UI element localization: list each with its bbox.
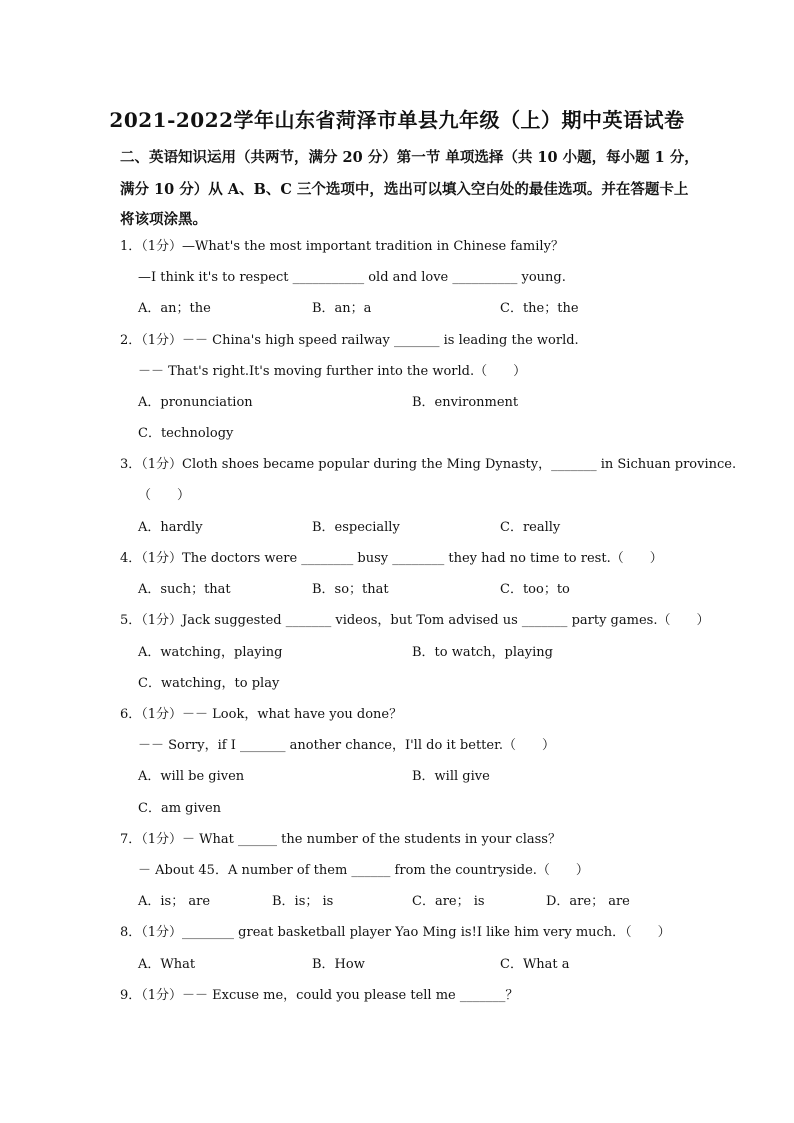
question-9-stem: 9．（1分）－－ Excuse me，could you please tell me _______？: [120, 988, 519, 1003]
question-8-option-c[interactable]: C．What a: [500, 957, 570, 972]
question-8-option-a[interactable]: A．What: [138, 957, 196, 972]
question-1-option-b[interactable]: B．an；a: [312, 301, 372, 316]
question-7-option-a[interactable]: A．is； are: [138, 894, 211, 909]
question-5-option-a[interactable]: A．watching，playing: [138, 645, 283, 660]
question-1-option-a[interactable]: A．an；the: [138, 301, 211, 316]
question-7-option-b[interactable]: B．is； is: [272, 894, 334, 909]
question-4-option-a[interactable]: A．such；that: [138, 582, 231, 597]
question-2-line-1: －－ That's right.It's moving further into the world.（ ）: [138, 364, 527, 379]
section-header-line-2: 满分 10 分）从 A、B、C 三个选项中，选出可以填入空白处的最佳选项。并在答题卡上: [120, 181, 689, 198]
question-3-stem: 3．（1分）Cloth shoes became popular during the Ming Dynasty，_______ in Sichuan province.: [120, 457, 737, 472]
exam-title: 2021-2022学年山东省菏泽市单县九年级（上）期中英语试卷: [109, 108, 685, 132]
question-1-line-1: —I think it's to respect ___________ old and love __________ young.: [138, 270, 566, 285]
question-5-stem: 5．（1分）Jack suggested _______ videos，but Tom advised us _______ party games.（ ）: [120, 613, 710, 628]
question-3-option-b[interactable]: B．especially: [312, 520, 400, 535]
question-8-option-b[interactable]: B．How: [312, 957, 365, 972]
question-6-line-1: －－ Sorry，if I _______ another chance，I'll do it better.（ ）: [138, 738, 556, 753]
question-7-option-c[interactable]: C．are； is: [412, 894, 485, 909]
question-4-option-b[interactable]: B．so；that: [312, 582, 389, 597]
question-2-option-c[interactable]: C．technology: [138, 426, 234, 441]
question-1-option-c[interactable]: C．the；the: [500, 301, 579, 316]
question-1-stem: 1．（1分）—What's the most important tradition in Chinese family？: [120, 239, 564, 254]
question-3-line-1: （ ）: [138, 488, 191, 503]
question-7-option-d[interactable]: D．are； are: [546, 894, 630, 909]
question-6-option-c[interactable]: C．am given: [138, 801, 222, 816]
question-2-option-a[interactable]: A．pronunciation: [138, 395, 253, 410]
question-8-stem: 8．（1分）________ great basketball player Yao Ming is!I like him very much．（ ）: [120, 925, 671, 940]
section-header-line-1: 二、英语知识运用（共两节，满分 20 分）第一节 单项选择（共 10 小题，每小题 1 分，: [120, 149, 699, 166]
question-2-stem: 2．（1分）－－ China's high speed railway _______ is leading the world.: [120, 333, 579, 348]
question-7-stem: 7．（1分）－ What ______ the number of the students in your class？: [120, 832, 561, 847]
question-4-stem: 4．（1分）The doctors were ________ busy ________ they had no time to rest.（ ）: [120, 551, 663, 566]
question-3-option-c[interactable]: C．really: [500, 520, 561, 535]
question-4-option-c[interactable]: C．too；to: [500, 582, 570, 597]
question-6-option-b[interactable]: B．will give: [412, 769, 490, 784]
question-7-line-1: － About 45．A number of them ______ from the countryside.（ ）: [138, 863, 589, 878]
section-header-line-3: 将该项涂黑。: [120, 211, 207, 228]
question-5-option-b[interactable]: B．to watch，playing: [412, 645, 553, 660]
question-5-option-c[interactable]: C．watching，to play: [138, 676, 280, 691]
question-3-option-a[interactable]: A．hardly: [138, 520, 203, 535]
question-2-option-b[interactable]: B．environment: [412, 395, 519, 410]
question-6-stem: 6．（1分）－－ Look，what have you done？: [120, 707, 403, 722]
question-6-option-a[interactable]: A．will be given: [138, 769, 245, 784]
